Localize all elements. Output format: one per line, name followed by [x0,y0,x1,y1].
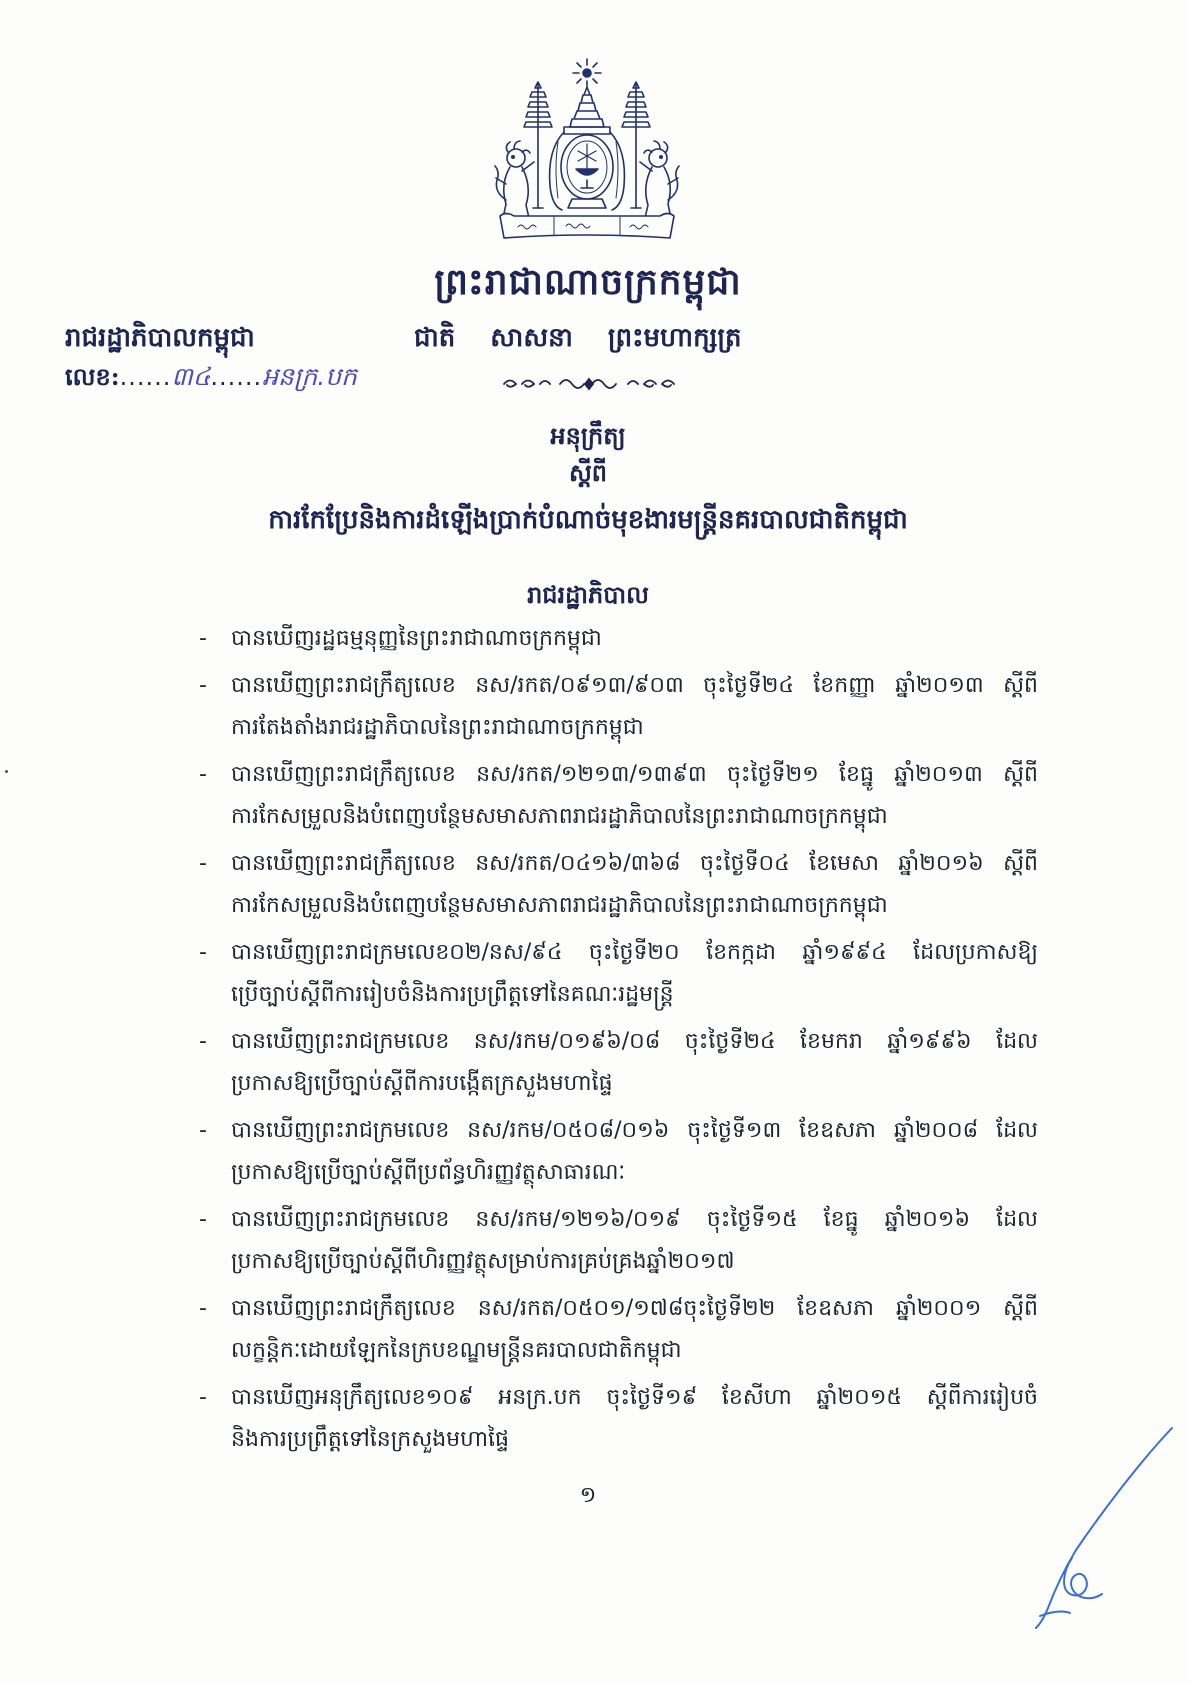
list-item-line: ប្រើច្បាប់ស្តីពីការរៀបចំនិងការប្រព្រឹត្តទៅនៃគណៈរដ្ឋមន្ត្រី [231,982,674,1007]
list-item-line: បានឃើញព្រះរាជក្រឹត្យលេខ នស/រកត/១២១៣/១៣៩៣ ចុះថ្ងៃទី២១ ខែធ្នូ ឆ្នាំ២០១៣ ស្តីពី [231,762,1038,787]
list-item-line: ការកែសម្រួលនិងបំពេញបន្ថែមសមាសភាពរាជរដ្ឋាភិបាលនៃព្រះរាជាណាចក្រកម្ពុជា [231,893,888,918]
list-item-line: ការតែងតាំងរាជរដ្ឋាភិបាលនៃព្រះរាជាណាចក្រកម្ពុជា [231,715,644,740]
reference-number [65,360,357,394]
reference-dots: ...... [119,363,172,391]
about-heading: ស្តីពី [568,458,608,487]
national-motto: ជាតិ សាសនា ព្រះមហាក្សត្រ [414,323,742,353]
pedestal-icon [568,199,606,208]
list-item-line: បានឃើញព្រះរាជក្រឹត្យលេខ នស/រកត/០៩១៣/៩០៣ ចុះថ្ងៃទី២៤ ខែកញ្ញា ឆ្នាំ២០១៣ ស្តីពី [231,673,1038,698]
list-bullet: - [199,626,207,651]
list-item-line: បានឃើញព្រះរាជក្រមលេខ០២/នស/៩៤ ចុះថ្ងៃទី២០ ខែកក្កដា ឆ្នាំ១៩៩៤ ដែលប្រកាសឱ្យ [231,940,1038,965]
list-item [199,1021,1038,1105]
list-item-line: បានឃើញព្រះរាជក្រមលេខ នស/រកម/១២១៦/០១៩ ចុះថ្ងៃទី១៥ ខែធ្នូ ឆ្នាំ២០១៦ ដែល [231,1207,1038,1232]
list-item-line: ប្រកាសឱ្យប្រើច្បាប់ស្តីពីហិរញ្ញវត្ថុសម្រាប់ការគ្រប់គ្រងឆ្នាំ២០១៧ [231,1249,735,1274]
sun-rays-icon [573,59,601,86]
list-item [199,1199,1038,1283]
decorative-divider-icon [500,374,678,392]
list-item-line: ប្រកាសឱ្យប្រើច្បាប់ស្តីពីការបង្កើតក្រសួងមហាផ្ទៃ [231,1071,613,1096]
shield-icon [561,135,613,199]
list-bullet: - [199,1118,207,1143]
list-item-line: និងការប្រព្រឹត្តទៅនៃក្រសួងមហាផ្ទៃ [231,1427,510,1452]
list-item [199,618,1038,660]
scan-speck [5,770,8,773]
reference-number-value: ៣៤ [171,362,211,391]
issuer-heading: រាជរដ្ឋាភិបាល [527,580,649,609]
lion-right-icon [640,141,679,218]
list-item-line: បានឃើញព្រះរាជក្រឹត្យលេខ នស/រកត/០៤១៦/៣៦៨ ចុះថ្ងៃទី០៤ ខែមេសា ឆ្នាំ២០១៦ ស្តីពី [231,851,1038,876]
list-item [199,1377,1038,1461]
list-item [199,665,1038,749]
list-item-line: ប្រកាសឱ្យប្រើច្បាប់ស្តីពីប្រព័ន្ធហិរញ្ញវត្ថុសាធារណៈ [231,1160,626,1185]
list-bullet: - [199,940,207,965]
banner-scroll-icon [500,214,674,239]
list-item-line: បានឃើញអនុក្រឹត្យលេខ១០៩ អនក្រ.បក ចុះថ្ងៃទី១៩ ខែសីហា ឆ្នាំ២០១៥ ស្តីពីការរៀបចំ [231,1385,1038,1410]
crown-spire-icon [564,87,610,134]
list-bullet: - [199,673,207,698]
list-bullet: - [199,1296,207,1321]
list-item [199,932,1038,1016]
lion-left-icon [495,141,534,218]
page-number: ១ [579,1483,597,1508]
list-item [199,1288,1038,1372]
list-item-line: ការកែសម្រួលនិងបំពេញបន្ថែមសមាសភាពរាជរដ្ឋាភិបាលនៃព្រះរាជាណាចក្រកម្ពុជា [231,804,888,829]
considerations-list [199,618,1038,1466]
list-item [199,843,1038,927]
list-bullet: - [199,1385,207,1410]
document-subject-title: ការកែប្រែនិងការដំឡើងប្រាក់បំណាច់មុខងារមន្ត្រីនគរបាលជាតិកម្ពុជា [268,505,908,535]
list-item-line: បានឃើញព្រះរាជក្រឹត្យលេខ នស/រកត/០៥០១/១៧៨ចុះថ្ងៃទី២២ ខែឧសភា ឆ្នាំ២០០១ ស្តីពី [231,1296,1038,1321]
list-item [199,1110,1038,1194]
government-heading: រាជរដ្ឋាភិបាលកម្ពុជា [65,323,255,353]
royal-coat-of-arms-icon [492,58,682,250]
list-bullet: - [199,851,207,876]
kingdom-heading: ព្រះរាជាណាចក្រកម្ពុជា [434,261,742,303]
list-item-line: លក្ខន្តិកៈដោយឡែកនៃក្របខណ្ឌមន្ត្រីនគរបាលជាតិកម្ពុជា [231,1338,682,1363]
reference-suffix: អនក្រ.បក [262,362,357,391]
list-item-line: បានឃើញព្រះរាជក្រមលេខ នស/រកម/០៥០៨/០១៦ ចុះថ្ងៃទី១៣ ខែឧសភា ឆ្នាំ២០០៨ ដែល [231,1118,1038,1143]
list-bullet: - [199,762,207,787]
document-type-heading: អនុក្រឹត្យ [550,421,626,450]
reference-label: លេខ: [65,362,120,391]
list-item-line: បានឃើញព្រះរាជក្រមលេខ នស/រកម/០១៩៦/០៨ ចុះថ្ងៃទី២៤ ខែមករា ឆ្នាំ១៩៩៦ ដែល [231,1029,1038,1054]
list-bullet: - [199,1029,207,1054]
reference-dots: ...... [210,363,263,391]
list-item [199,754,1038,838]
list-item-line: បានឃើញរដ្ឋធម្មនុញ្ញនៃព្រះរាជាណាចក្រកម្ពុជា [231,626,602,651]
list-bullet: - [199,1207,207,1232]
signature-mark [1010,1420,1185,1635]
